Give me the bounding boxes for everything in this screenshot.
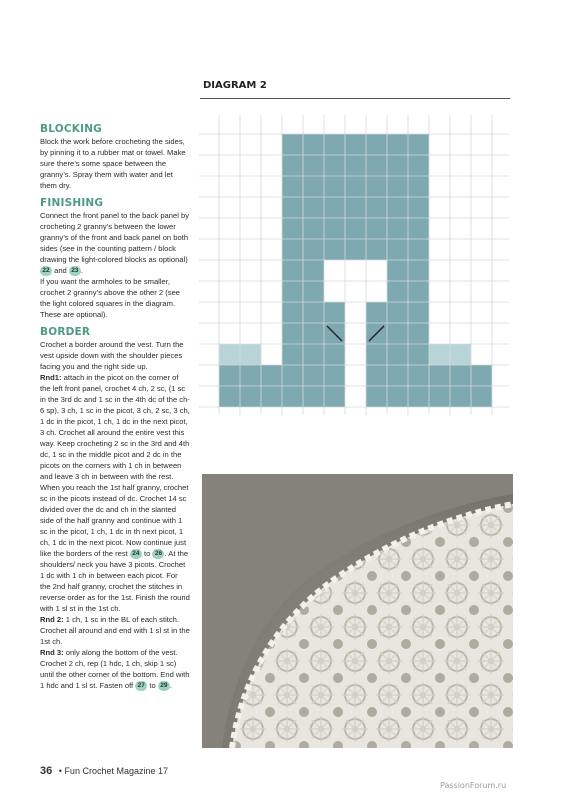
round-1 bbox=[40, 372, 190, 482]
granny-block bbox=[408, 302, 429, 323]
granny-block bbox=[324, 365, 345, 386]
granny-block bbox=[408, 239, 429, 260]
round-1-text-c: . At the shoulders/ neck you have 3 picots. Crochet 1 dc with 1 ch in between each picot. For the 2nd half granny, crochet the stitches in reverse order as for the 1st. Finish the round with 1 sl st in the 1st ch. bbox=[40, 549, 190, 613]
granny-block bbox=[366, 218, 387, 239]
round-1-label: Rnd1: bbox=[40, 373, 62, 382]
granny-block bbox=[303, 134, 324, 155]
granny-block bbox=[471, 386, 492, 407]
granny-block bbox=[345, 197, 366, 218]
optional-granny-block bbox=[219, 344, 240, 365]
granny-block bbox=[324, 197, 345, 218]
granny-block bbox=[387, 365, 408, 386]
step-badge-29: 29 bbox=[158, 681, 170, 691]
granny-block bbox=[324, 302, 345, 323]
granny-block bbox=[387, 218, 408, 239]
granny-block bbox=[387, 134, 408, 155]
blocking-text: Block the work before crocheting the sides, by pinning it to a rubber mat or towel. Make sure there’s some space between the granny’s. Spray them with water and let them dry. bbox=[40, 137, 186, 190]
diagram-title: DIAGRAM 2 bbox=[203, 80, 267, 91]
granny-block bbox=[408, 134, 429, 155]
granny-block bbox=[282, 218, 303, 239]
granny-block bbox=[387, 302, 408, 323]
and-text: and bbox=[52, 266, 69, 275]
granny-block bbox=[471, 365, 492, 386]
granny-block bbox=[408, 386, 429, 407]
granny-block bbox=[282, 386, 303, 407]
granny-block bbox=[219, 386, 240, 407]
granny-block bbox=[282, 176, 303, 197]
granny-block bbox=[387, 176, 408, 197]
granny-block bbox=[366, 365, 387, 386]
granny-block bbox=[282, 239, 303, 260]
granny-block bbox=[324, 218, 345, 239]
round-3 bbox=[40, 647, 190, 691]
border-heading: BORDER bbox=[40, 326, 91, 338]
watermark-text: PassionForum.ru bbox=[440, 781, 507, 790]
granny-block bbox=[345, 155, 366, 176]
footer-bullet: • bbox=[58, 766, 62, 776]
optional-granny-block bbox=[450, 344, 471, 365]
step-badge-24: 24 bbox=[130, 549, 142, 559]
to-text-2: to bbox=[147, 681, 158, 690]
granny-block bbox=[240, 386, 261, 407]
round-3-text: only along the bottom of the vest. Crochet 2 ch, rep (1 hdc, 1 ch, skip 1 sc) until the other corner of the bottom. End with 1 hdc and 1 sl st. Fasten off bbox=[40, 648, 190, 690]
granny-block bbox=[303, 197, 324, 218]
granny-block bbox=[303, 302, 324, 323]
granny-block bbox=[408, 344, 429, 365]
granny-block bbox=[219, 365, 240, 386]
round-2-text: 1 ch, 1 sc in the BL of each stitch. Crochet all around and end with 1 sl st in the 1st ch. bbox=[40, 615, 190, 646]
granny-block bbox=[450, 386, 471, 407]
granny-block bbox=[324, 239, 345, 260]
finishing-text-a: Connect the front panel to the back panel by crocheting 2 granny’s between the lower granny’s of the front and back panel on both sides (see in the counting pattern / block drawing the light-colored blocks as optional) bbox=[40, 211, 190, 264]
granny-block bbox=[282, 155, 303, 176]
granny-block bbox=[387, 344, 408, 365]
round-2 bbox=[40, 614, 190, 647]
granny-block bbox=[240, 365, 261, 386]
granny-block bbox=[387, 155, 408, 176]
granny-block bbox=[408, 176, 429, 197]
granny-block bbox=[303, 239, 324, 260]
granny-block bbox=[408, 365, 429, 386]
granny-block bbox=[303, 281, 324, 302]
optional-granny-block bbox=[429, 344, 450, 365]
granny-block bbox=[345, 134, 366, 155]
to-text: to bbox=[141, 549, 153, 558]
granny-block bbox=[387, 323, 408, 344]
round-3-label: Rnd 3: bbox=[40, 648, 64, 657]
granny-block bbox=[282, 344, 303, 365]
granny-block bbox=[408, 197, 429, 218]
granny-block bbox=[366, 176, 387, 197]
round-1-continued bbox=[40, 482, 190, 614]
granny-block bbox=[387, 281, 408, 302]
granny-block bbox=[429, 365, 450, 386]
page-footer bbox=[40, 765, 168, 777]
granny-block bbox=[303, 365, 324, 386]
granny-block bbox=[387, 197, 408, 218]
granny-block bbox=[324, 386, 345, 407]
granny-block bbox=[303, 344, 324, 365]
granny-block bbox=[261, 386, 282, 407]
granny-block bbox=[282, 323, 303, 344]
granny-block bbox=[303, 155, 324, 176]
diagram-divider bbox=[200, 98, 510, 99]
round-1-text-b: When you reach the 1st half granny, crochet sc in the picots instead of dc. Crochet 14 sc divided over the dc and ch in the slanted side of the half granny and continue with 1 sc in the picot, 1 ch, 1 dc in th next picot, 1 ch, 1 dc in the next picot. Now continue just like the borders of the rest bbox=[40, 483, 189, 558]
granny-block bbox=[366, 239, 387, 260]
granny-block bbox=[450, 365, 471, 386]
step-badge-27: 27 bbox=[135, 681, 147, 691]
granny-block bbox=[387, 386, 408, 407]
granny-block bbox=[387, 260, 408, 281]
finishing-heading: FINISHING bbox=[40, 197, 104, 209]
granny-block bbox=[366, 302, 387, 323]
granny-block bbox=[282, 302, 303, 323]
granny-block bbox=[408, 281, 429, 302]
granny-block bbox=[303, 386, 324, 407]
granny-block bbox=[282, 365, 303, 386]
granny-block bbox=[303, 323, 324, 344]
step-badge-26: 26 bbox=[152, 549, 164, 559]
page-number: 36 bbox=[40, 765, 53, 777]
text-column bbox=[40, 120, 190, 691]
granny-block bbox=[366, 134, 387, 155]
granny-block bbox=[366, 344, 387, 365]
granny-block bbox=[261, 365, 282, 386]
granny-block bbox=[303, 176, 324, 197]
blocking-heading: BLOCKING bbox=[40, 123, 103, 135]
crochet-lace-image bbox=[202, 474, 513, 748]
step-badge-23: 23 bbox=[69, 266, 81, 276]
round-3-dot: . bbox=[169, 681, 172, 690]
granny-block bbox=[324, 155, 345, 176]
round-1-text: attach in the picot on the corner of the left front panel, crochet 4 ch, 2 sc, (1 sc in the 3rd dc and 1 sc in the 4th dc of the ch-6 sp), 3 ch, 1 sc in the picot, 3 ch, 2 sc, 3 ch, 1 dc in the picot, 1 ch, 1 dc in the next picot, 3 ch. Crochet all around the entire vest this way. Keep crocheting 2 sc in the 3rd and 4th dc, 1 sc in the middle picot and 2 dc in the picots on the corners with 1 ch in between and leave 3 ch in between with the rest. bbox=[40, 373, 190, 481]
granny-block bbox=[345, 176, 366, 197]
granny-block bbox=[408, 155, 429, 176]
granny-block bbox=[282, 281, 303, 302]
granny-block bbox=[324, 134, 345, 155]
granny-block bbox=[345, 239, 366, 260]
granny-block bbox=[408, 260, 429, 281]
finishing-paragraph-1 bbox=[40, 210, 190, 276]
granny-block bbox=[366, 155, 387, 176]
crochet-photo bbox=[202, 474, 513, 748]
granny-block bbox=[282, 197, 303, 218]
round-2-label: Rnd 2: bbox=[40, 615, 64, 624]
granny-block bbox=[429, 386, 450, 407]
step-badge-22: 22 bbox=[40, 266, 52, 276]
finishing-paragraph-2: If you want the armholes to be smaller, crochet 2 granny’s above the other 2 (see the light colored squares in the diagram. These are optional). bbox=[40, 277, 181, 319]
border-intro: Crochet a border around the vest. Turn the vest upside down with the shoulder pieces facing you and the right side up. bbox=[40, 340, 184, 371]
granny-block bbox=[408, 323, 429, 344]
granny-block bbox=[324, 344, 345, 365]
granny-block bbox=[303, 260, 324, 281]
granny-block bbox=[324, 176, 345, 197]
magazine-name: Fun Crochet Magazine 17 bbox=[64, 766, 168, 776]
granny-block bbox=[303, 218, 324, 239]
optional-granny-block bbox=[240, 344, 261, 365]
finishing-dot: . bbox=[80, 266, 84, 275]
granny-block bbox=[366, 386, 387, 407]
granny-block bbox=[366, 197, 387, 218]
granny-block bbox=[408, 218, 429, 239]
granny-block bbox=[387, 239, 408, 260]
granny-block bbox=[282, 260, 303, 281]
granny-block bbox=[345, 218, 366, 239]
block-diagram bbox=[199, 115, 509, 415]
granny-block bbox=[282, 134, 303, 155]
